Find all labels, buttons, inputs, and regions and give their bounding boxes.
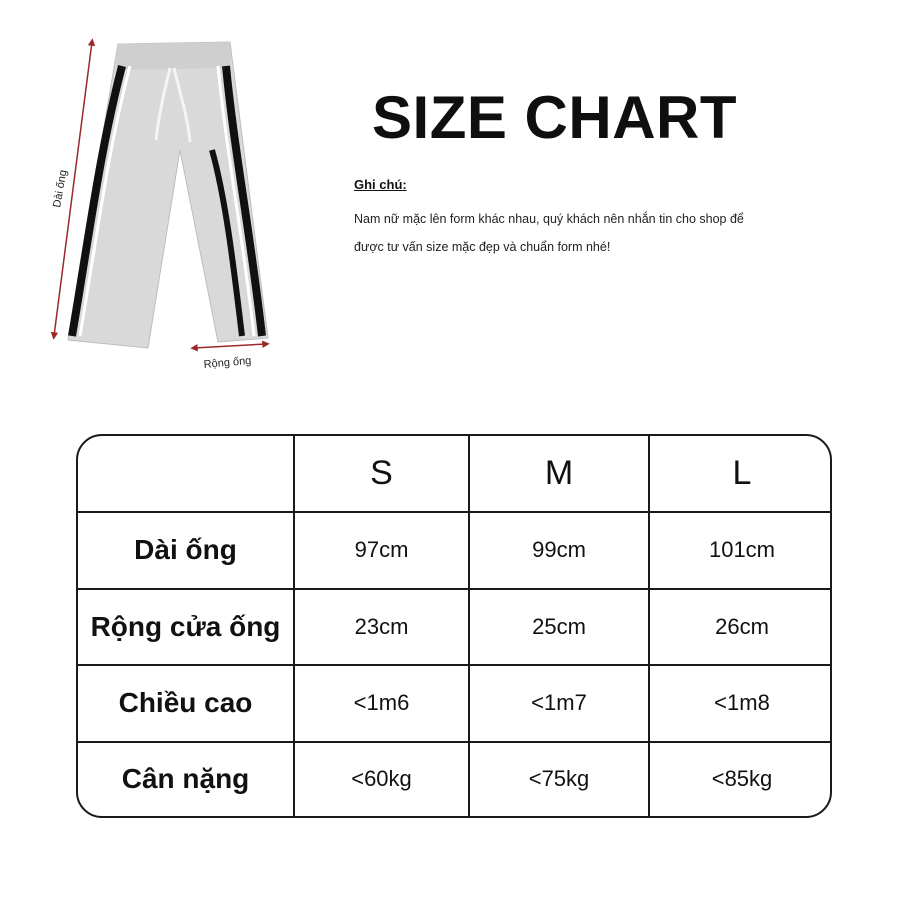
row-label-hem-width: Rộng cửa ống bbox=[78, 589, 294, 666]
cell-value: <85kg bbox=[711, 766, 773, 792]
cell-value: 97cm bbox=[294, 512, 469, 589]
row-label-weight: Cân nặng bbox=[78, 742, 294, 816]
width-label: Rộng ống bbox=[203, 354, 252, 371]
cell-value: <1m7 bbox=[469, 665, 649, 742]
table-header-row bbox=[78, 436, 832, 512]
row-label-height: Chiều cao bbox=[78, 665, 294, 742]
cell-value: 26cm bbox=[649, 589, 832, 666]
cell-value: <75kg bbox=[469, 742, 649, 816]
note-block bbox=[354, 176, 854, 254]
header-size-m: M bbox=[469, 436, 649, 512]
pants-shape bbox=[68, 42, 268, 348]
row-label-length: Dài ống bbox=[78, 512, 294, 589]
table-row bbox=[78, 512, 832, 589]
table-row bbox=[78, 589, 832, 666]
cell-value: 101cm bbox=[649, 512, 832, 589]
cell-value: 23cm bbox=[294, 589, 469, 666]
size-table bbox=[76, 434, 832, 818]
cell-value: 99cm bbox=[469, 512, 649, 589]
note-label: Ghi chú: bbox=[354, 177, 407, 192]
table-row bbox=[78, 665, 832, 742]
header-size-s: S bbox=[294, 436, 469, 512]
header-empty bbox=[78, 436, 294, 512]
cell-value: <60kg bbox=[294, 742, 469, 816]
cell-value: 25cm bbox=[469, 589, 649, 666]
table-row bbox=[78, 742, 832, 816]
note-line-1: Nam nữ mặc lên form khác nhau, quý khách nên nhắn tin cho shop để bbox=[354, 212, 744, 226]
page-title: SIZE CHART bbox=[372, 84, 737, 151]
length-label: Dài ống bbox=[51, 169, 70, 209]
note-line-2: được tư vấn size mặc đẹp và chuẩn form nhé! bbox=[354, 240, 611, 254]
header-size-l: L bbox=[649, 436, 832, 512]
sweatpants-illustration bbox=[30, 30, 290, 380]
width-arrow bbox=[194, 344, 266, 348]
cell-value: <1m8 bbox=[649, 665, 832, 742]
cell-value: <1m6 bbox=[294, 665, 469, 742]
